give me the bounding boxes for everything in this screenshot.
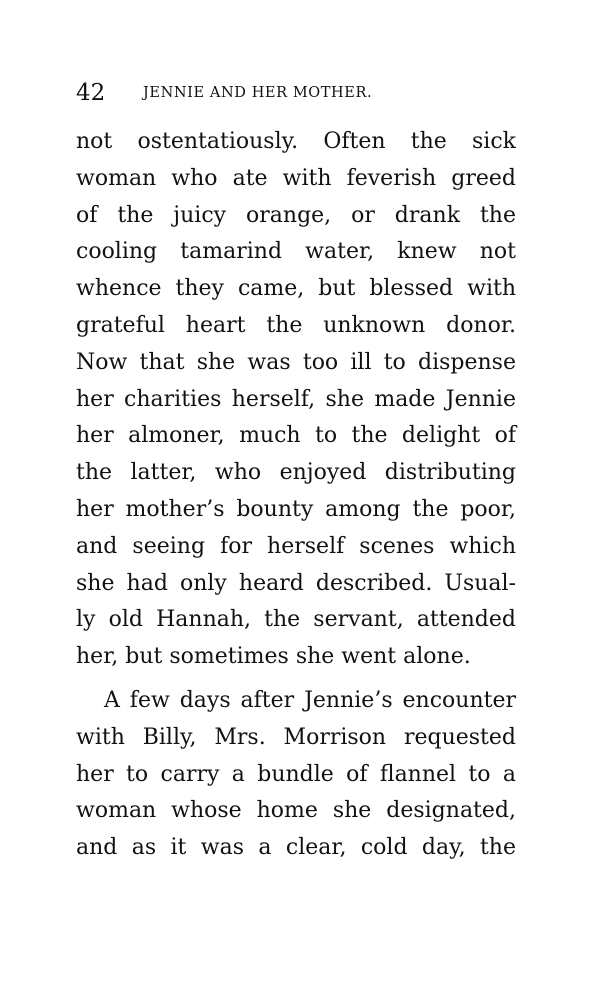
page-number: 42 xyxy=(76,80,106,106)
text-line: of the juicy orange, or drank the xyxy=(76,202,516,228)
text-line: her almoner, much to the delight of xyxy=(76,423,516,449)
text-line: her, but sometimes she went alone. xyxy=(76,644,471,670)
body-text xyxy=(76,124,516,867)
text-line: and as it was a clear, cold day, the xyxy=(76,835,516,861)
text-line: her mother’s bounty among the poor, xyxy=(76,496,516,522)
text-line: woman whose home she designated, xyxy=(76,798,516,824)
paragraph-gap xyxy=(76,676,516,683)
text-line: whence they came, but blessed with xyxy=(76,276,516,302)
text-line: not ostentatiously. Often the sick xyxy=(76,129,516,154)
running-title: JENNIE AND HER MOTHER. xyxy=(143,85,373,101)
text-line: A few days after Jennie’s encounter xyxy=(104,687,516,713)
text-line: her to carry a bundle of flannel to a xyxy=(76,761,516,787)
text-line: woman who ate with feverish greed xyxy=(76,165,516,191)
paragraph-2 xyxy=(76,683,516,867)
text-line: cooling tamarind water, knew not xyxy=(76,239,516,265)
text-line: and seeing for herself scenes which xyxy=(76,533,516,559)
text-line: she had only heard described. Usual- xyxy=(76,570,516,596)
text-line: her charities herself, she made Jennie xyxy=(76,386,516,412)
text-line: grateful heart the unknown donor. xyxy=(76,312,516,338)
text-line: ly old Hannah, the servant, attended xyxy=(76,607,516,633)
paragraph-1 xyxy=(76,124,516,676)
text-line: the latter, who enjoyed distributing xyxy=(76,460,516,486)
text-line: with Billy, Mrs. Morrison requested xyxy=(76,724,516,750)
running-head xyxy=(76,78,526,108)
text-line: Now that she was too ill to dispense xyxy=(76,349,516,375)
